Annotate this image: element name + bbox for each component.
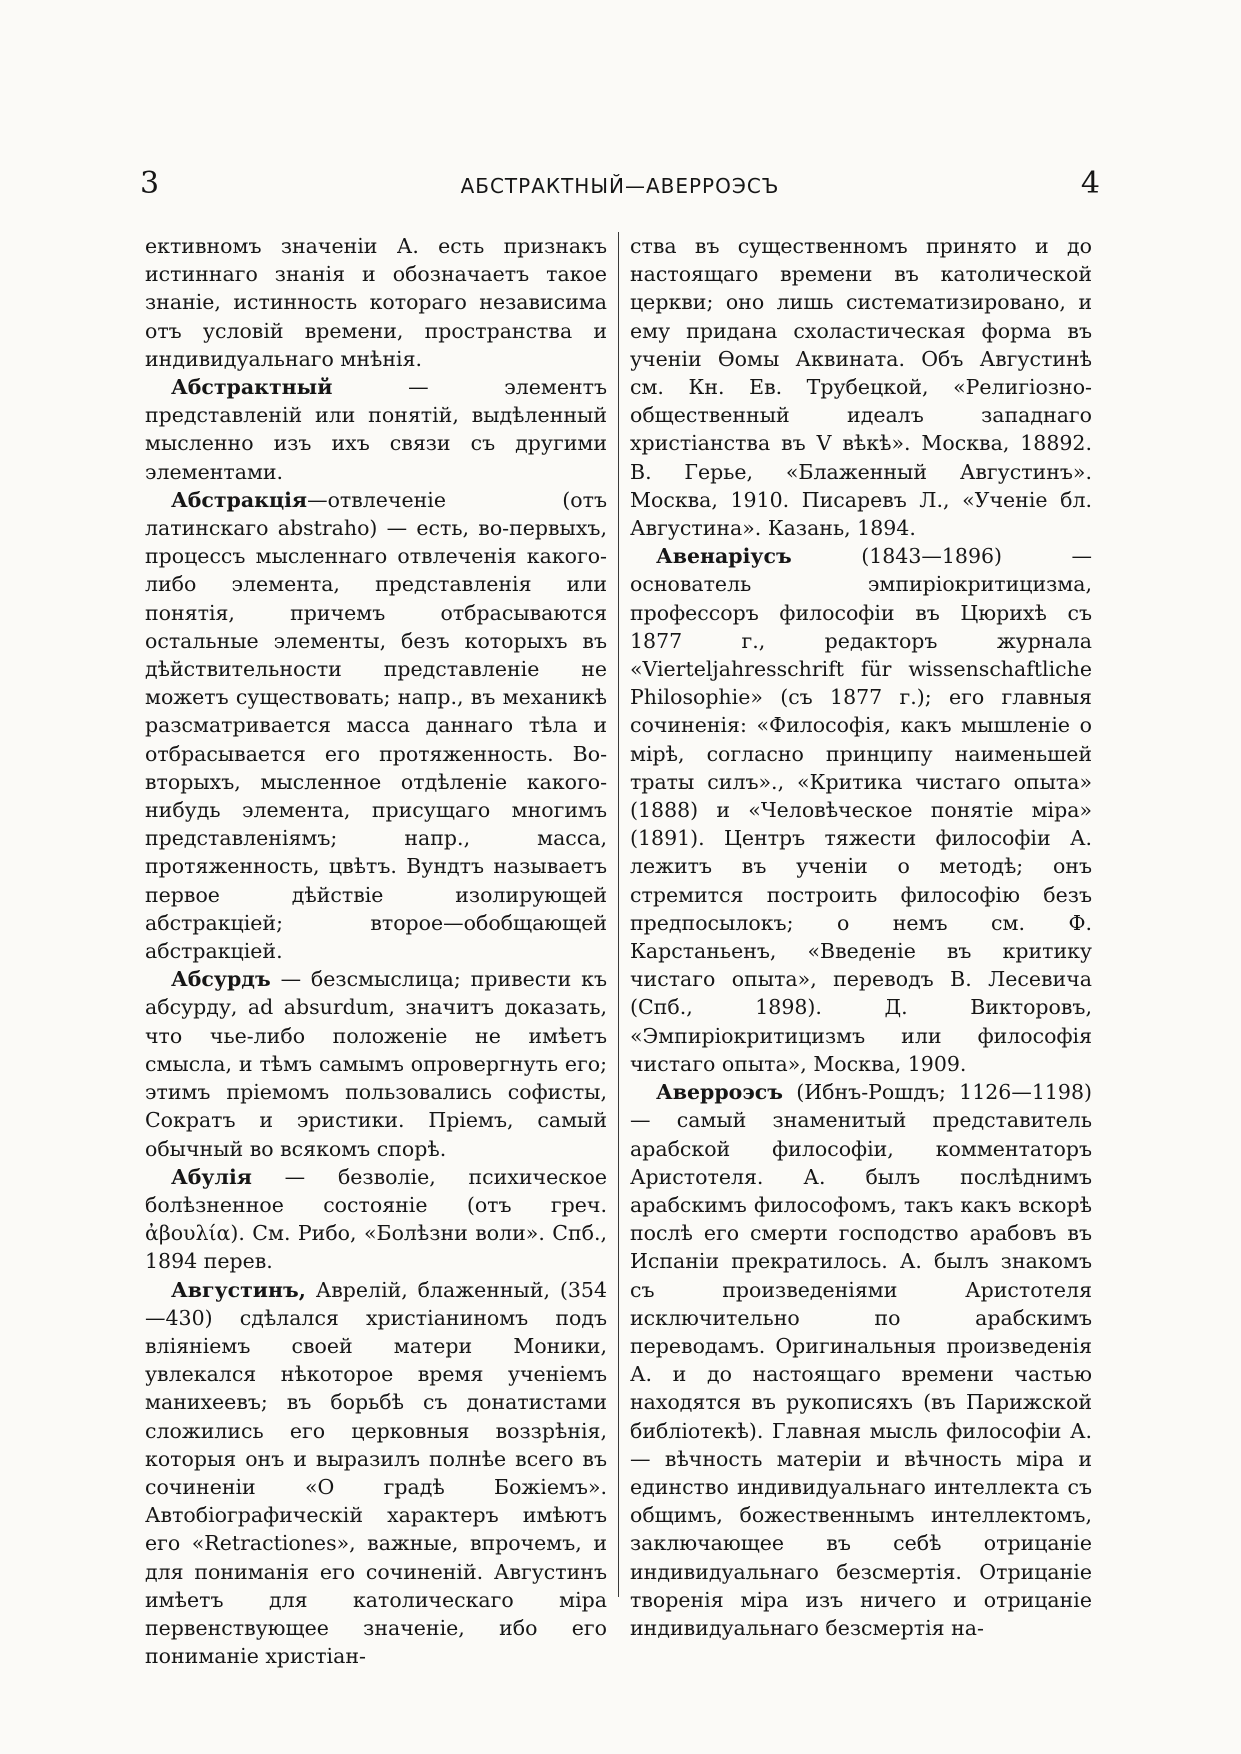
entry-text: (1843—1896) — основатель эмпиріокритицизма, профессоръ философіи въ Цюрихѣ съ 1877 г., редакторъ журнала «Vierteljahresschrift für wissenschaftliche Philosophie» (съ 1877 г.); его главныя сочиненія: «Философія, какъ мышленіе о мірѣ, согласно принципу наименьшей траты силъ»., «Критика чистаго опыта» (1888) и «Человѣческое понятіе міра» (1891). Центръ тяжести философіи А. лежитъ въ ученіи о методѣ; онъ стремится построить философію безъ предпосылокъ; о немъ см. Ф. Карстаньенъ, «Введеніе въ критику чистаго опыта», переводъ В. Лесевича (Спб., 1898). Д. Викторовъ, «Эмпиріокритицизмъ или философія чистаго опыта», Москва, 1909. xyxy=(630,544,1092,1076)
continued-paragraph: ства въ существенномъ принято и до настоящаго времени въ католической церкви; оно лишь систематизировано, и ему придана схоластическая форма въ ученіи Ѳомы Аквината. Объ Августинѣ см. Кн. Ев. Трубецкой, «Религіозно-общественный идеалъ западнаго христіанства въ V вѣкѣ». Москва, 18892. В. Герье, «Блаженный Августинъ». Москва, 1910. Писаревъ Л., «Ученіе бл. Августина». Казань, 1894. xyxy=(630,234,1092,541)
entry-abstraktsiya xyxy=(145,486,607,965)
headword: Авенаріусъ xyxy=(656,544,792,569)
entry-absurd xyxy=(145,965,607,1162)
continued-paragraph: ективномъ значенiи А. есть признакъ истиннаго знанія и обозначаетъ такое знаніе, истинность котораго независима отъ условій времени, пространства и индивидуальнаго мнѣнія. xyxy=(145,234,607,371)
entry-text: (Ибнъ-Рошдъ; 1126—1198) — самый знаменитый представитель арабской философіи, комментаторъ Аристотеля. А. былъ послѣднимъ арабскимъ философомъ, такъ какъ вскорѣ послѣ его смерти господство арабовъ въ Испаніи прекратилось. А. былъ знакомъ съ произведеніями Аристотеля исключительно по арабскимъ переводамъ. Оригинальныя произведенія А. и до настоящаго времени частью находятся въ рукописяхъ (въ Парижской библіотекѣ). Главная мысль философіи А. — вѣчность матеріи и вѣчность міра и единство индивидуальнаго интеллекта съ общимъ, божественнымъ интеллектомъ, заключающее въ себѣ отрицаніе индивидуальнаго безсмертія. Отрицаніе творенія міра изъ ничего и отрицаніе индивидуальнаго безсмертія на- xyxy=(630,1080,1092,1640)
headword: Абстрактный xyxy=(171,375,333,400)
left-column xyxy=(145,232,607,1670)
page-number-left: 3 xyxy=(140,166,160,201)
entry-abuliya xyxy=(145,1163,607,1276)
entry-text: Аврелій, блаженный, (354—430) сдѣлался христіаниномъ подъ вліяніемъ своей матери Моники, увлекался нѣкоторое время ученіемъ манихеевъ; въ борьбѣ съ донатистами сложились его церковныя воззрѣнія, которыя онъ и выразилъ полнѣе всего въ сочиненіи «О градѣ Божіемъ». Автобіографическій характеръ имѣютъ его «Retractiones», важные, впрочемъ, и для пониманія его сочиненій. Августинъ имѣетъ для католическаго міра первенствующее значеніе, ибо его пониманіе христіан- xyxy=(145,1277,607,1669)
headword: Аверроэсъ xyxy=(656,1080,784,1105)
entry-abstraktny xyxy=(145,373,607,486)
headword: Августинъ, xyxy=(171,1277,306,1302)
page-header xyxy=(140,164,1100,212)
entry-text: — безволіе, психическое болѣзненное состояніе (отъ греч. ἀβουλία). См. Рибо, «Болѣзни воли». Спб., 1894 перев. xyxy=(145,1164,607,1274)
entry-text: —отвлеченіе (отъ латинскаго abstraho) — есть, во-первыхъ, процессъ мысленнаго отвлеченія какого-либо элемента, представленія или понятія, причемъ отбрасываются остальные элементы, безъ которыхъ въ дѣйствительности представленіе не можетъ существовать; напр., въ механикѣ разсматривается масса даннаго тѣла и отбрасывается его протяженность. Во-вторыхъ, мысленное отдѣленіе какого-нибудь элемента, присущаго многимъ представленіямъ; напр., масса, протяженность, цвѣтъ. Вундтъ называетъ первое дѣйствіе изолирующей абстракціей; второе—обобщающей абстракціей. xyxy=(145,487,607,964)
entry-avgustin xyxy=(145,1276,607,1671)
entry-text: — безсмыслица; привести къ абсурду, ad absurdum, значитъ доказать, что чье-либо положеніе не имѣетъ смысла, и тѣмъ самымъ опровергнуть его; этимъ пріемомъ пользовались софисты, Сократъ и эристики. Пріемъ, самый обычный во всякомъ спорѣ. xyxy=(145,967,607,1161)
entry-avenarius xyxy=(630,542,1092,1078)
headword: Абстракція xyxy=(171,487,308,512)
page-number-right: 4 xyxy=(1080,166,1100,201)
entry-text: — элементъ представленій или понятій, выдѣленный мысленно изъ ихъ связи съ другими элементами. xyxy=(145,375,607,484)
column-divider xyxy=(618,232,619,1597)
entry-averroes xyxy=(630,1078,1092,1642)
running-title: АБСТРАКТНЫЙ—АВЕРРОЭСЪ xyxy=(460,174,780,198)
right-column xyxy=(630,232,1092,1642)
headword: Абсурдъ xyxy=(171,967,271,992)
headword: Абулія xyxy=(171,1164,252,1189)
